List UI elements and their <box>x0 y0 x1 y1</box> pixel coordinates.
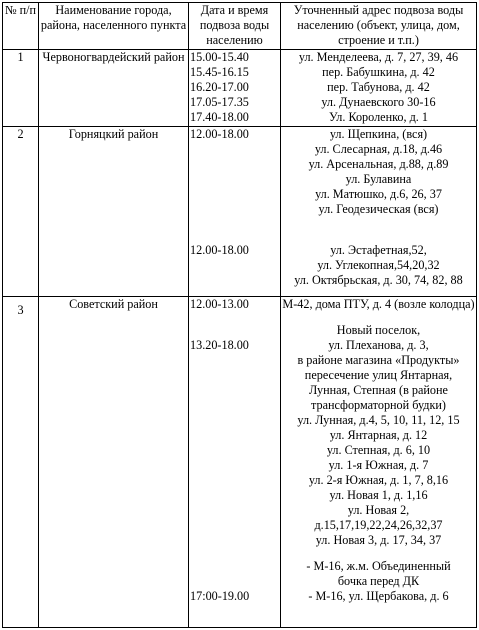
spacer <box>190 533 279 548</box>
time-slot: 13.20-18.00 <box>190 338 249 352</box>
time-slot: 12.00-18.00 <box>190 127 249 141</box>
spacer <box>190 518 279 533</box>
address-line: - М-16, ж.м. Объединенный <box>306 559 451 573</box>
address-line: Новый поселок, <box>336 323 421 337</box>
spacer <box>190 503 279 518</box>
row-num: 3 <box>3 297 39 628</box>
address-line: д.15,17,19,22,24,26,32,37 <box>314 518 443 532</box>
address-line: ул. Степная, д. 6, 10 <box>326 443 431 457</box>
spacer <box>190 228 279 243</box>
header-time: Дата и время подвоза воды населению <box>189 3 281 50</box>
spacer <box>190 458 279 473</box>
spacer <box>282 217 475 228</box>
row-addresses <box>281 297 477 628</box>
time-slot: 15.45-16.15 <box>190 65 249 79</box>
table-row <box>3 127 477 297</box>
spacer <box>190 327 279 338</box>
address-line: ул. Арсенальная, д.88, д.89 <box>308 157 449 171</box>
row-area: Червоногвардейский район <box>39 50 189 127</box>
address-line: ул. Лунная, д.4, 5, 10, 11, 12, 15 <box>297 413 460 427</box>
address-line: ул. Слесарная, д.18, д.46 <box>314 142 443 156</box>
row-num: 1 <box>3 50 39 127</box>
table-header-row <box>3 3 477 50</box>
spacer <box>190 473 279 488</box>
address-line: Лунная, Степная (в районе <box>309 383 448 397</box>
address-line: ул. Плеханова, д. 3, <box>328 338 429 352</box>
address-line: Ул. Короленко, д. 1 <box>329 110 428 124</box>
address-line: ул. 1-я Южная, д. 7 <box>328 458 429 472</box>
time-slot: 17.05-17.35 <box>190 95 249 109</box>
address-line: пер. Бабушкина, д. 42 <box>322 65 435 79</box>
time-slot: 15.00-15.40 <box>190 50 249 64</box>
address-line: ул. Новая 3, д. 17, 34, 37 <box>315 533 442 547</box>
row-times <box>189 297 281 628</box>
address-line: ул. Матюшко, д.6, 26, 37 <box>315 187 442 201</box>
address-line: ул. Октябрьская, д. 30, 74, 82, 88 <box>294 273 463 287</box>
spacer <box>190 142 279 157</box>
address-line: ул. Геодезическая (вся) <box>318 202 439 216</box>
address-line: ул. Янтарная, д. 12 <box>329 428 428 442</box>
row-addresses <box>281 50 477 127</box>
spacer <box>190 548 279 563</box>
header-address: Уточненный адрес подвоза воды населению (объект, улица, дом, строение и т.п.) <box>281 3 477 50</box>
time-slot: 17.40-18.00 <box>190 110 249 124</box>
spacer <box>190 428 279 443</box>
spacer <box>190 368 279 383</box>
spacer <box>190 157 279 172</box>
time-slot: 16.20-17.00 <box>190 80 249 94</box>
address-line: ул. Менделеева, д. 7, 27, 39, 46 <box>298 50 459 64</box>
spacer <box>282 228 475 243</box>
spacer <box>190 488 279 503</box>
address-line: ул. Углекопная,54,20,32 <box>317 258 440 272</box>
spacer <box>190 353 279 368</box>
address-line: пер. Табунова, д. 42 <box>327 80 430 94</box>
spacer <box>190 443 279 458</box>
address-line: в районе магазина «Продукты» <box>297 353 460 367</box>
spacer <box>282 548 475 559</box>
row-area: Горняцкий район <box>39 127 189 297</box>
spacer <box>190 413 279 428</box>
address-line: ул. Булавина <box>345 172 412 186</box>
spacer <box>190 563 279 578</box>
spacer <box>282 312 475 323</box>
address-line: М-42, дома ПТУ, д. 4 (возле колодца) <box>282 297 475 311</box>
spacer <box>190 202 279 217</box>
row-addresses <box>281 127 477 297</box>
table-row <box>3 297 477 628</box>
row-area: Советский район <box>39 297 189 628</box>
address-line: ул. Новая 1, д. 1,16 <box>329 488 428 502</box>
row-times <box>189 50 281 127</box>
spacer <box>190 172 279 187</box>
address-line: - М-16, ул. Щербакова, д. 6 <box>308 589 449 603</box>
address-line: трансформаторной будки) <box>311 398 446 412</box>
address-line: ул. Дунаевского 30-16 <box>321 95 436 109</box>
row-times <box>189 127 281 297</box>
address-line: ул. 2-я Южная, д. 1, 7, 8,16 <box>308 473 449 487</box>
time-slot: 12.00-13.00 <box>190 297 249 311</box>
header-area: Наименование города, района, населенного пункта <box>39 3 189 50</box>
address-line: ул. Эстафетная,52, <box>330 243 427 257</box>
header-num: № п/п <box>3 3 39 50</box>
address-line: бочка перед ДК <box>337 574 420 588</box>
row-num: 2 <box>3 127 39 297</box>
time-slot: 12.00-18.00 <box>190 243 249 257</box>
water-schedule-table <box>2 2 477 628</box>
address-line: пересечение улиц Янтарная, <box>304 368 453 382</box>
address-line: ул. Щепкина, (вся) <box>329 127 428 141</box>
spacer <box>190 398 279 413</box>
spacer <box>190 187 279 202</box>
spacer <box>190 217 279 228</box>
time-slot: 17:00-19.00 <box>190 589 250 603</box>
spacer <box>190 312 279 327</box>
table-row <box>3 50 477 127</box>
address-line: ул. Новая 2, <box>347 503 410 517</box>
spacer <box>190 383 279 398</box>
spacer <box>190 578 279 589</box>
